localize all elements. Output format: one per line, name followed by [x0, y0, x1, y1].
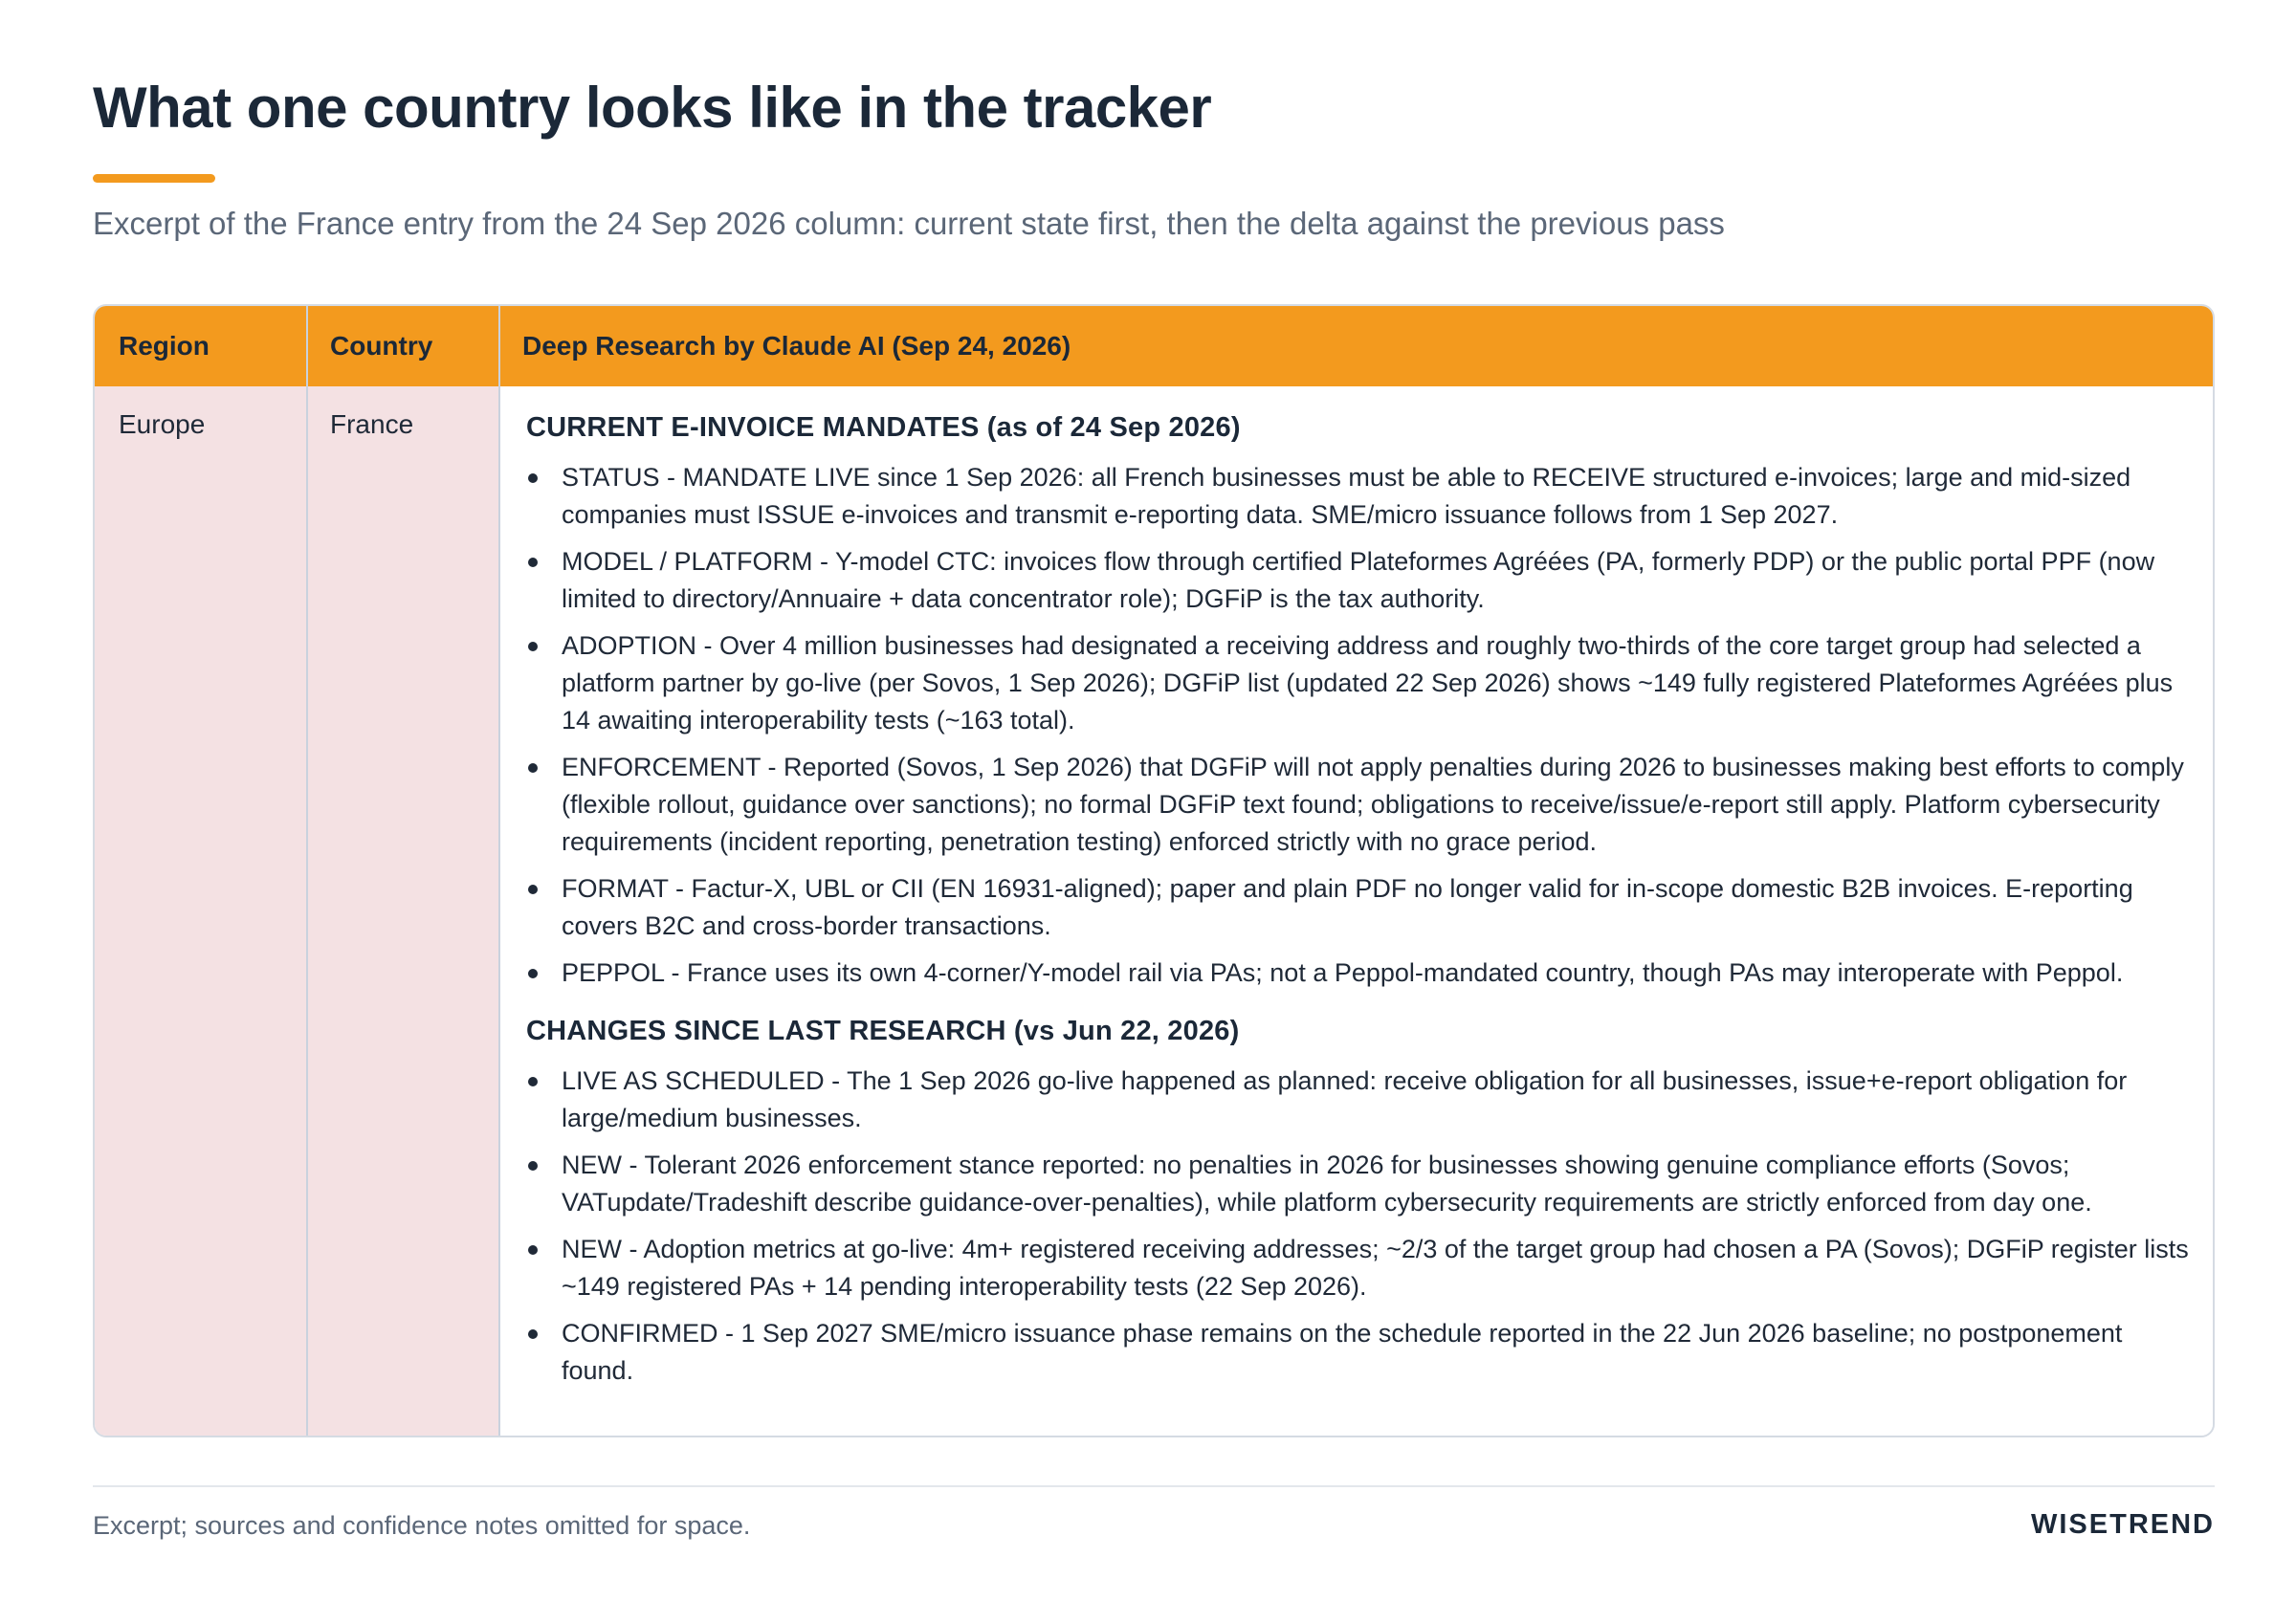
- list-item-text: FORMAT - Factur-X, UBL or CII (EN 16931-aligned); paper and plain PDF no longer valid for in-scope domestic B2B invoices. E-reporting covers B2C and cross-border transactions.: [562, 874, 2133, 940]
- bullet-icon: [528, 1077, 538, 1086]
- title-accent-bar: [93, 174, 215, 183]
- country-value: France: [330, 409, 414, 439]
- list-item-text: NEW - Adoption metrics at go-live: 4m+ registered receiving addresses; ~2/3 of the target group had chosen a PA (Sovos); DGFiP register lists ~149 registered PAs + 14 pending interoperability tests (22 Sep 2026).: [562, 1235, 2189, 1301]
- region-value: Europe: [119, 409, 206, 439]
- footer-divider: [93, 1485, 2215, 1487]
- list-item: [526, 1315, 2196, 1390]
- footnote: Excerpt; sources and confidence notes omitted for space.: [93, 1511, 751, 1540]
- bullet-icon: [528, 1329, 538, 1339]
- bullet-icon: [528, 885, 538, 894]
- column-header-country: Country: [330, 331, 433, 361]
- section-heading-current: CURRENT E-INVOICE MANDATES (as of 24 Sep 2026): [526, 412, 1241, 443]
- list-item: [526, 1147, 2196, 1221]
- page-subtitle: Excerpt of the France entry from the 24 Sep 2026 column: current state first, then the delta against the previous pass: [93, 206, 1725, 241]
- list-item-text: MODEL / PLATFORM - Y-model CTC: invoices flow through certified Plateformes Agréées (PA, formerly PDP) or the public portal PPF (now limited to directory/Annuaire + data concentrator role); DGFiP is the tax authority.: [562, 547, 2155, 613]
- tracker-table: [93, 304, 2215, 1437]
- list-item: [526, 749, 2196, 861]
- list-item: [526, 459, 2196, 534]
- changes-list: [526, 1063, 2196, 1390]
- current-mandates-list: [526, 459, 2196, 992]
- section-heading-changes: CHANGES SINCE LAST RESEARCH (vs Jun 22, 2026): [526, 1016, 1240, 1046]
- list-item-text: CONFIRMED - 1 Sep 2027 SME/micro issuance phase remains on the schedule reported in the 22 Jun 2026 baseline; no postponement found.: [562, 1319, 2123, 1385]
- bullet-icon: [528, 1245, 538, 1255]
- list-item: [526, 954, 2196, 992]
- bullet-icon: [528, 763, 538, 773]
- bullet-icon: [528, 969, 538, 978]
- bullet-icon: [528, 558, 538, 567]
- list-item-text: LIVE AS SCHEDULED - The 1 Sep 2026 go-live happened as planned: receive obligation for all businesses, issue+e-report obligation for large/medium businesses.: [562, 1066, 2128, 1132]
- bullet-icon: [528, 1161, 538, 1171]
- cell-country: [306, 386, 498, 1436]
- brand-logo: WISETREND: [2031, 1509, 2215, 1540]
- column-header-research: Deep Research by Claude AI (Sep 24, 2026): [522, 331, 1071, 361]
- page-title: What one country looks like in the tracker: [93, 76, 1212, 140]
- table-header-row: [95, 306, 2213, 386]
- list-item-text: PEPPOL - France uses its own 4-corner/Y-model rail via PAs; not a Peppol-mandated country, though PAs may interoperate with Peppol.: [562, 958, 2124, 987]
- column-header-region: Region: [119, 331, 210, 361]
- bullet-icon: [528, 642, 538, 651]
- cell-region: [95, 386, 306, 1436]
- list-item-text: STATUS - MANDATE LIVE since 1 Sep 2026: all French businesses must be able to RECEIVE structured e-invoices; large and mid-sized companies must ISSUE e-invoices and transmit e-reporting data. SME/micro issuance follows from 1 Sep 2027.: [562, 463, 2131, 529]
- list-item: [526, 870, 2196, 945]
- column-divider: [306, 306, 308, 1436]
- list-item-text: NEW - Tolerant 2026 enforcement stance reported: no penalties in 2026 for businesses showing genuine compliance efforts (Sovos; VATupdate/Tradeshift describe guidance-over-penalties), while platform cybersecurity requirements are strictly enforced from day one.: [562, 1151, 2092, 1217]
- list-item: [526, 627, 2196, 739]
- list-item: [526, 1063, 2196, 1137]
- list-item: [526, 1231, 2196, 1305]
- list-item-text: ENFORCEMENT - Reported (Sovos, 1 Sep 2026) that DGFiP will not apply penalties during 2026 to businesses making best efforts to comply (flexible rollout, guidance over sanctions); no formal DGFiP text found; obligations to receive/issue/e-report still apply. Platform cybersecurity requirements (incident reporting, penetration testing) enforced strictly with no grace period.: [562, 753, 2184, 856]
- research-content: [526, 409, 2196, 1399]
- list-item-text: ADOPTION - Over 4 million businesses had designated a receiving address and roughly two-thirds of the core target group had selected a platform partner by go-live (per Sovos, 1 Sep 2026); DGFiP list (updated 22 Sep 2026) shows ~149 fully registered Plateformes Agréées plus 14 awaiting interoperability tests (~163 total).: [562, 631, 2174, 735]
- bullet-icon: [528, 473, 538, 483]
- list-item: [526, 543, 2196, 618]
- column-divider: [498, 306, 500, 1436]
